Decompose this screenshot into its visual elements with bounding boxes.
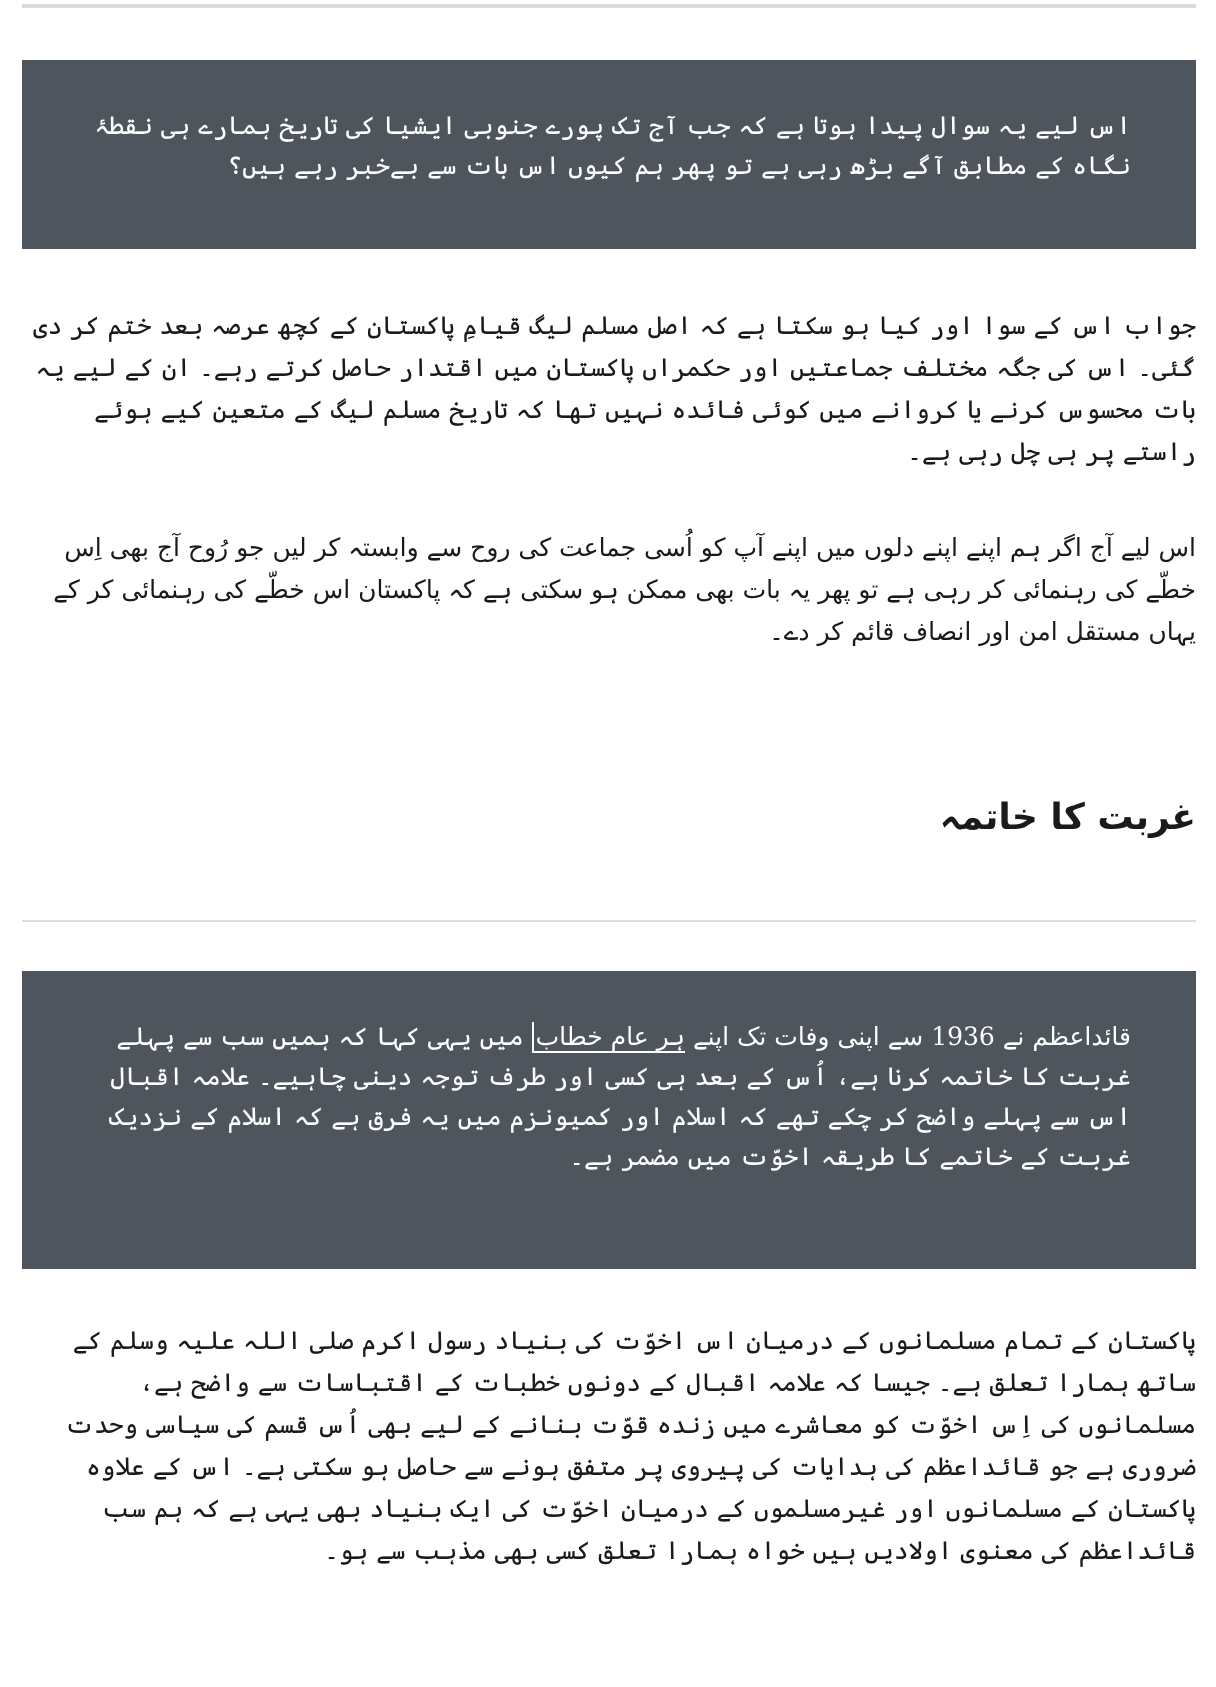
section-heading: غربت کا خاتمہ	[939, 797, 1196, 838]
paragraph-text: اس لیے آج اگر ہم اپنے اپنے دلوں میں اپنے آپ کو اُسی جماعت کی روح سے وابستہ کر لیں جو رُوح آج بھی اِس خطّے کی رہنمائی کر رہی ہے تو پھر یہ بات بھی ممکن ہو سکتی ہے کہ پاکستان اس خطّے کی رہنمائی کر کے یہاں مستقل امن اور انصاف قائم کر دے۔	[53, 533, 1196, 646]
blockquote-text	[87, 1017, 1131, 1177]
top-divider	[22, 4, 1196, 8]
paragraph-text: جواب اس کے سوا اور کیا ہو سکتا ہے کہ اصل مسلم لیگ قیامِ پاکستان کے کچھ عرصہ بعد ختم کر دی گئی۔ اس کی جگہ مختلف جماعتیں اور حکمراں پاکستان میں اقتدار حاصل کرتے رہے۔ ان کے لیے یہ بات محسوس کرنے یا کروانے میں کوئی فائدہ نہیں تھا کہ تاریخ مسلم لیگ کے متعین کیے ہوئے راستے پر ہی چل رہی ہے۔	[33, 311, 1196, 466]
blockquote-text-start: قائداعظم نے 1936 سے اپنی وفات تک اپنے	[685, 1022, 1131, 1051]
paragraph-brotherhood	[22, 1320, 1196, 1572]
speech-link[interactable]: ہر عام خطاب	[532, 1022, 685, 1053]
paragraph-guidance	[22, 527, 1196, 653]
paragraph-text: پاکستان کے تمام مسلمانوں کے درمیان اس اخوّت کی بنیاد رسول اکرم صلی اللہ علیہ وسلم کے ساتھ ہمارا تعلق ہے۔ جیسا کہ علامہ اقبال کے دونوں خطبات کے اقتباسات سے واضح ہے، مسلمانوں کی اِس اخوّت کو معاشرے میں زندہ قوّت بنانے کے لیے بھی اُس قسم کی سیاسی وحدت ضروری ہے جو قائداعظم کی ہدایات کی پیروی پر متفق ہونے سے حاصل ہو سکتی ہے۔ اس کے علاوہ پاکستان کے مسلمانوں اور غیرمسلموں کے درمیان اخوّت کی ایک بنیاد بھی یہی ہے کہ ہم سب قائداعظم کی معنوی اولادیں ہیں خواہ ہمارا تعلق کسی بھی مذہب سے ہو۔	[64, 1326, 1196, 1565]
blockquote-text-end: میں یہی کہا کہ ہمیں سب سے پہلے غربت کا خاتمہ کرنا ہے، اُس کے بعد ہی کسی اور طرف توجہ دینی چاہیے۔ علامہ اقبال اس سے پہلے واضح کر چکے تھے کہ اسلام اور کمیونزم میں یہ فرق ہے کہ اسلام کے نزدیک غربت کے خاتمے کا طریقہ اخوّت میں مضمر ہے۔	[109, 1022, 1131, 1171]
blockquote-history	[22, 60, 1196, 249]
blockquote-text: اس لیے یہ سوال پیدا ہوتا ہے کہ جب آج تک پورے جنوبی ایشیا کی تاریخ ہمارے ہی نقطۂ نگاہ کے مطابق آگے بڑھ رہی ہے تو پھر ہم کیوں اس بات سے بےخبر رہے ہیں؟	[94, 111, 1131, 180]
blockquote-poverty	[22, 971, 1196, 1269]
section-divider	[22, 920, 1196, 922]
paragraph-muslim-league	[22, 305, 1196, 473]
